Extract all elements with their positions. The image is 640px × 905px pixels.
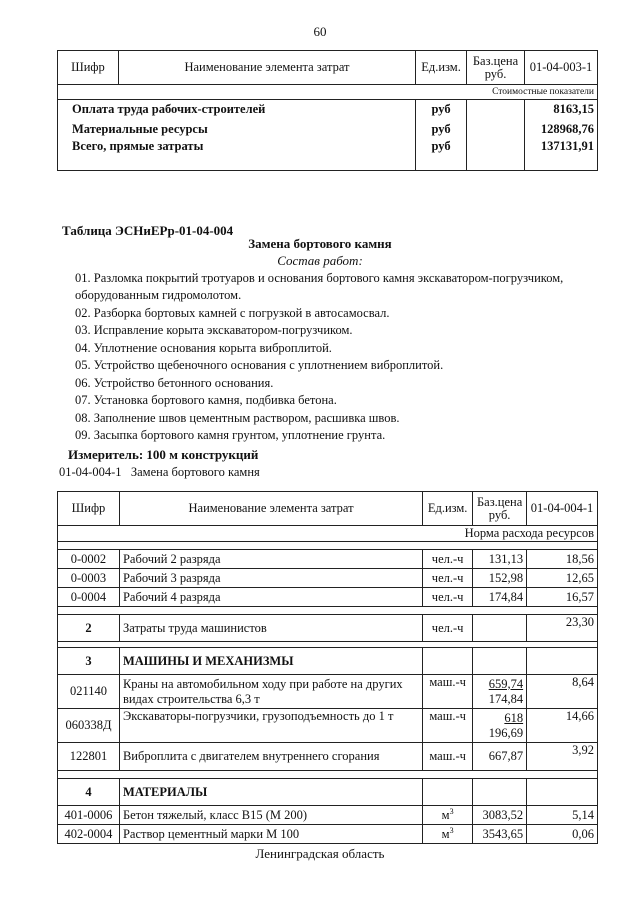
row-norm: 8,64 xyxy=(527,675,598,709)
header-code: Шифр xyxy=(58,492,120,526)
row-code: 021140 xyxy=(58,675,120,709)
row-name: Экскаваторы-погрузчики, грузоподъемность до 1 т xyxy=(119,709,422,743)
row-name: Рабочий 3 разряда xyxy=(119,569,422,588)
row-norm: 23,30 xyxy=(527,615,598,642)
cost-table xyxy=(57,50,598,171)
work-item: 01. Разломка покрытий тротуаров и основания бортового камня экскаватором-погрузчиком, xyxy=(75,271,564,285)
row-code: 0-0004 xyxy=(58,588,120,607)
work-item: 06. Устройство бетонного основания. xyxy=(75,376,274,390)
row-code: 401-0006 xyxy=(58,806,120,825)
cost-row-name: Оплата труда рабочих-строителей xyxy=(58,100,416,120)
table2-subheader: Норма расхода ресурсов xyxy=(58,526,598,542)
work-item: 04. Уплотнение основания корыта виброплитой. xyxy=(75,341,332,355)
row-code: 402-0004 xyxy=(58,825,120,844)
row-price-secondary: 196,69 xyxy=(488,725,524,740)
work-item: 03. Исправление корыта экскаватором-погрузчиком. xyxy=(75,323,353,337)
section-code: 4 xyxy=(58,779,120,806)
row-price: 3083,52 xyxy=(473,806,527,825)
meter: Измеритель: 100 м конструкций xyxy=(68,447,259,462)
row-norm: 3,92 xyxy=(527,743,598,771)
section-title: Замена бортового камня xyxy=(248,236,392,251)
row-unit-sup: 3 xyxy=(449,825,454,835)
work-item: 02. Разборка бортовых камней с погрузкой в автосамосвал. xyxy=(75,306,390,320)
row-name: Виброплита с двигателем внутреннего сгорания xyxy=(119,743,422,771)
item-title: 01-04-004-1 Замена бортового камня xyxy=(59,465,260,479)
row-price: 3543,65 xyxy=(473,825,527,844)
row-unit: маш.-ч xyxy=(423,675,473,709)
header-code: Шифр xyxy=(58,51,119,85)
row-norm: 18,56 xyxy=(527,550,598,569)
row-price: 667,87 xyxy=(473,743,527,771)
row-unit: м xyxy=(441,808,450,823)
header-code-col: 01-04-003-1 xyxy=(525,51,598,85)
row-norm: 5,14 xyxy=(527,806,598,825)
row-unit: чел.-ч xyxy=(423,569,473,588)
row-unit: м xyxy=(441,827,450,842)
cost-row-unit: руб xyxy=(416,120,467,139)
section-heading: МАШИНЫ И МЕХАНИЗМЫ xyxy=(119,648,422,675)
row-code: 122801 xyxy=(58,743,120,771)
header-name: Наименование элемента затрат xyxy=(118,51,415,85)
work-item: 09. Засыпка бортового камня грунтом, уплотнение грунта. xyxy=(75,428,386,442)
row-price-secondary: 174,84 xyxy=(488,691,524,706)
footer-region: Ленинградская область xyxy=(255,846,385,861)
cost-row-unit: руб xyxy=(416,100,467,120)
page-number: 60 xyxy=(313,24,327,39)
header-unit: Ед.изм. xyxy=(416,51,467,85)
header-name: Наименование элемента затрат xyxy=(119,492,422,526)
row-norm: 0,06 xyxy=(527,825,598,844)
row-name: Раствор цементный марки М 100 xyxy=(119,825,422,844)
cost-row-name: Материальные ресурсы xyxy=(58,120,416,139)
work-item: 07. Установка бортового камня, подбивка бетона. xyxy=(75,393,337,407)
row-code: 0-0003 xyxy=(58,569,120,588)
header-unit: Ед.изм. xyxy=(423,492,473,526)
row-price: 174,84 xyxy=(473,588,527,607)
row-name: Рабочий 4 разряда xyxy=(119,588,422,607)
work-item: оборудованным гидромолотом. xyxy=(75,288,242,302)
row-unit: чел.-ч xyxy=(423,615,473,642)
row-unit: маш.-ч xyxy=(423,709,473,743)
section-code: 3 xyxy=(58,648,120,675)
work-item: 05. Устройство щебеночного основания с уплотнением виброплитой. xyxy=(75,358,444,372)
header-base-price: Баз.цена руб. xyxy=(467,51,525,85)
row-norm: 12,65 xyxy=(527,569,598,588)
row-name: Затраты труда машинистов xyxy=(119,615,422,642)
row-code: 2 xyxy=(58,615,120,642)
table1-subheader: Стоимостные показатели xyxy=(58,85,598,100)
row-name: Бетон тяжелый, класс В15 (М 200) xyxy=(119,806,422,825)
row-name: Краны на автомобильном ходу при работе на других видах строительства 6,3 т xyxy=(119,675,422,709)
row-unit-sup: 3 xyxy=(449,806,454,816)
row-code: 060338Д xyxy=(58,709,120,743)
work-item: 08. Заполнение швов цементным раствором, расшивка швов. xyxy=(75,411,400,425)
row-price: 152,98 xyxy=(473,569,527,588)
cost-row-unit: руб xyxy=(416,139,467,171)
cost-row-value: 128968,76 xyxy=(525,120,598,139)
works-title: Состав работ: xyxy=(277,253,363,268)
header-code-col: 01-04-004-1 xyxy=(527,492,598,526)
row-price: 659,74 xyxy=(488,676,524,691)
row-price: 618 xyxy=(504,710,524,725)
cost-row-value: 8163,15 xyxy=(525,100,598,120)
resources-table xyxy=(57,491,598,844)
row-name: Рабочий 2 разряда xyxy=(119,550,422,569)
table-title: Таблица ЭСНиЕРр-01-04-004 xyxy=(62,223,234,238)
row-unit: чел.-ч xyxy=(423,588,473,607)
row-norm: 16,57 xyxy=(527,588,598,607)
row-price: 131,13 xyxy=(473,550,527,569)
row-unit: маш.-ч xyxy=(423,743,473,771)
cost-row-name: Всего, прямые затраты xyxy=(58,139,416,171)
row-code: 0-0002 xyxy=(58,550,120,569)
row-unit: чел.-ч xyxy=(423,550,473,569)
cost-row-value: 137131,91 xyxy=(525,139,598,171)
section-heading: МАТЕРИАЛЫ xyxy=(119,779,422,806)
row-norm: 14,66 xyxy=(527,709,598,743)
header-base-price: Баз.цена руб. xyxy=(473,492,527,526)
